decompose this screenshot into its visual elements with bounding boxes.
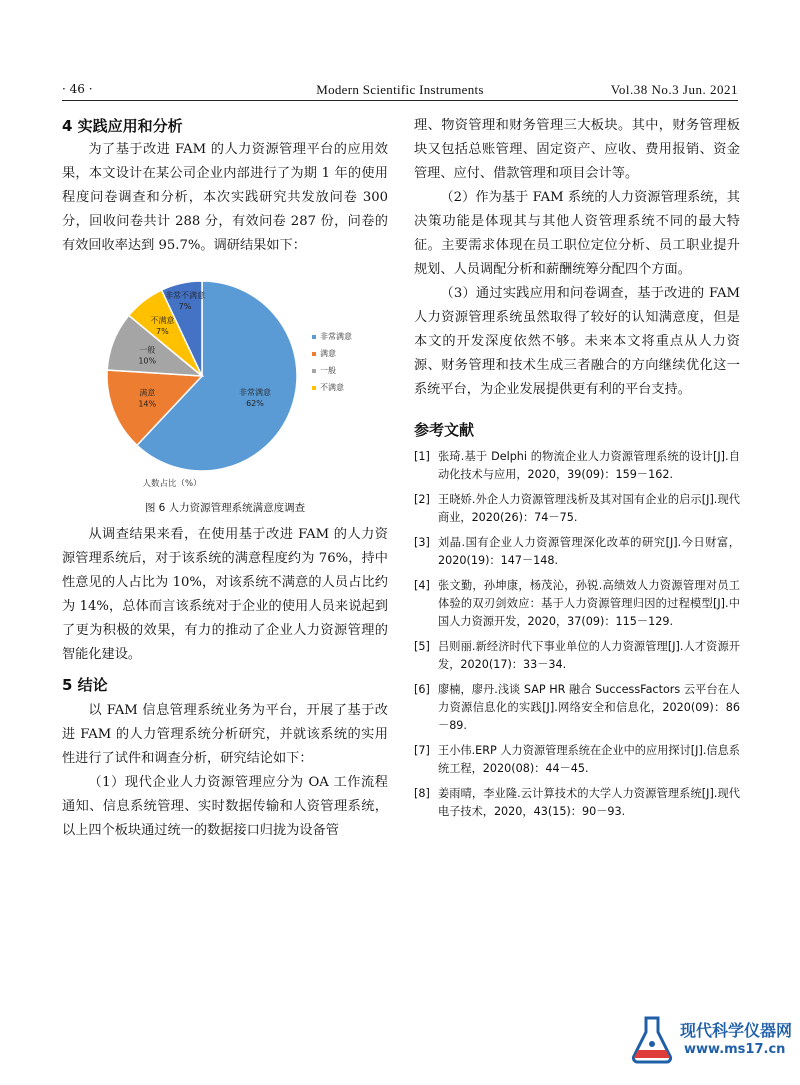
slice-category-label: 非常满意 <box>238 387 271 397</box>
section-5-paragraph-3: （2）作为基于 FAM 系统的人力资源管理系统，其决策功能是体现其与其他人资管理系统不同的最大特征。主要需求体现在员工职位定位分析、员工职业提升规划、人员调配分析和薪酬统筹分配四个方面。 <box>414 190 740 277</box>
reference-item <box>414 785 740 821</box>
section-5-paragraph-1: 以 FAM 信息管理系统业务为平台，开展了基于改进 FAM 的人力管理系统分析研究，并就该系统的实用性进行了试件和调查分析，研究结论如下： <box>62 703 388 766</box>
reference-number: [7] <box>414 744 430 757</box>
legend-label: 非常满意 <box>320 332 352 341</box>
reference-number: [6] <box>414 683 430 696</box>
page-header <box>62 82 738 101</box>
slice-category-label: 一般 <box>139 345 156 355</box>
reference-number: [4] <box>414 579 430 592</box>
right-column <box>414 114 740 828</box>
slice-value-label: 7% <box>156 326 169 336</box>
reference-item <box>414 448 740 484</box>
logo-name: 现代科学仪器网 <box>680 1021 793 1040</box>
page-number: · 46 · <box>62 82 93 96</box>
reference-text: 王晓娇.外企人力资源管理浅析及其对国有企业的启示[J].现代商业，2020(26)：74－75. <box>438 493 740 524</box>
legend-label: 一般 <box>320 366 336 375</box>
legend-swatch <box>312 369 316 373</box>
section-4-title: 4 实践应用和分析 <box>62 117 183 135</box>
reference-item <box>414 742 740 778</box>
volume-info: Vol.38 No.3 Jun. 2021 <box>610 82 738 97</box>
slice-value-label: 7% <box>178 301 192 311</box>
reference-text: 王小伟.ERP 人力资源管理系统在企业中的应用探讨[J].信息系统工程，2020(08)：44－45. <box>438 744 740 775</box>
pie-chart <box>62 264 388 496</box>
figure-caption: 图 6 人力资源管理系统满意度调查 <box>144 502 306 514</box>
reference-item <box>414 491 740 527</box>
reference-text: 张琦.基于 Delphi 的物流企业人力资源管理系统的设计[J].自动化技术与应用，2020，39(09)：159－162. <box>438 450 740 481</box>
chart-legend <box>312 331 352 392</box>
reference-item <box>414 681 740 735</box>
references-title: 参考文献 <box>414 421 475 439</box>
reference-number: [5] <box>414 640 430 653</box>
section-4-paragraph-2: 从调查结果来看，在使用基于改进 FAM 的人力资源管理系统后，对于该系统的满意程度约为 76%，持中性意见的人占比为 10%，对该系统不满意的人员占比约为 14%，总体而言该系统对于企业的使用人员来说起到了更为积极的效果，有力的推动了企业人力资源管理的智能化建设。 <box>62 527 388 662</box>
section-5-title: 5 结论 <box>62 676 108 694</box>
reference-number: [3] <box>414 536 430 549</box>
reference-text: 廖楠，廖丹.浅谈 SAP HR 融合 SuccessFactors 云平台在人力资源信息化的实践[J].网络安全和信息化，2020(09)：86－89. <box>438 683 740 732</box>
legend-label: 满意 <box>320 349 336 358</box>
section-5-paragraph-2-end: 理、物资管理和财务管理三大板块。其中，财务管理板块又包括总账管理、固定资产、应收、费用报销、资金管理、应付、借款管理和项目会计等。 <box>414 118 740 181</box>
logo-url: www.ms17.cn <box>684 1042 786 1057</box>
slice-value-label: 10% <box>138 356 157 366</box>
references-list <box>414 448 740 821</box>
site-logo <box>628 1012 798 1072</box>
reference-number: [2] <box>414 493 430 506</box>
legend-swatch <box>312 335 316 339</box>
slice-category-label: 非常不满意 <box>165 290 206 300</box>
slice-value-label: 14% <box>138 399 157 409</box>
reference-item <box>414 534 740 570</box>
legend-swatch <box>312 386 316 390</box>
slice-value-label: 62% <box>246 398 264 408</box>
reference-text: 姜雨晴，李业隆.云计算技术的大学人力资源管理系统[J].现代电子技术，2020，43(15)：90－93. <box>438 787 740 818</box>
section-5-paragraph-4: （3）通过实践应用和问卷调查，基于改进的 FAM 人力资源管理系统虽然取得了较好的认知满意度，但是本文的开发深度依然不够。未来本文将重点从人力资源、财务管理和技术生成三者融合的方向继续优化这一系统平台，为企业发展提供更有利的平台支持。 <box>414 286 740 397</box>
legend-label: 不满意 <box>320 383 344 392</box>
section-4-paragraph-1: 为了基于改进 FAM 的人力资源管理平台的应用效果，本文设计在某公司企业内部进行了为期 1 年的使用程度问卷调查和分析，本次实践研究共发放问卷 300 分，回收问卷共计 288 分，有效问卷 287 份，问卷的有效回收率达到 95.7%。调研结果如下： <box>62 142 388 253</box>
pie-chart-figure <box>62 264 388 496</box>
logo-flask-icon <box>628 1014 676 1066</box>
legend-swatch <box>312 352 316 356</box>
chart-xlabel: 人数占比（%） <box>142 479 202 489</box>
left-column <box>62 114 388 843</box>
journal-name: Modern Scientific Instruments <box>316 82 484 97</box>
reference-item <box>414 577 740 631</box>
section-5-paragraph-2-start: （1）现代企业人力资源管理应分为 OA 工作流程通知、信息系统管理、实时数据传输和人资管理系统，以上四个板块通过统一的数据接口归拢为设备管 <box>62 775 388 838</box>
reference-text: 吕则丽.新经济时代下事业单位的人力资源管理[J].人才资源开发，2020(17)：33－34. <box>438 640 740 671</box>
reference-text: 刘晶.国有企业人力资源管理深化改革的研究[J].今日财富，2020(19)：147－148. <box>438 536 740 567</box>
reference-text: 张文勤，孙坤康，杨茂沁，孙锐.高绩效人力资源管理对员工体验的双刃剑效应：基于人力资源管理归因的过程模型[J].中国人力资源开发，2020，37(09)：115－129. <box>438 579 740 628</box>
slice-category-label: 不满意 <box>150 315 175 325</box>
pie-slices <box>107 281 297 471</box>
reference-item <box>414 638 740 674</box>
slice-category-label: 满意 <box>139 388 156 398</box>
reference-number: [8] <box>414 787 430 800</box>
reference-number: [1] <box>414 450 430 463</box>
